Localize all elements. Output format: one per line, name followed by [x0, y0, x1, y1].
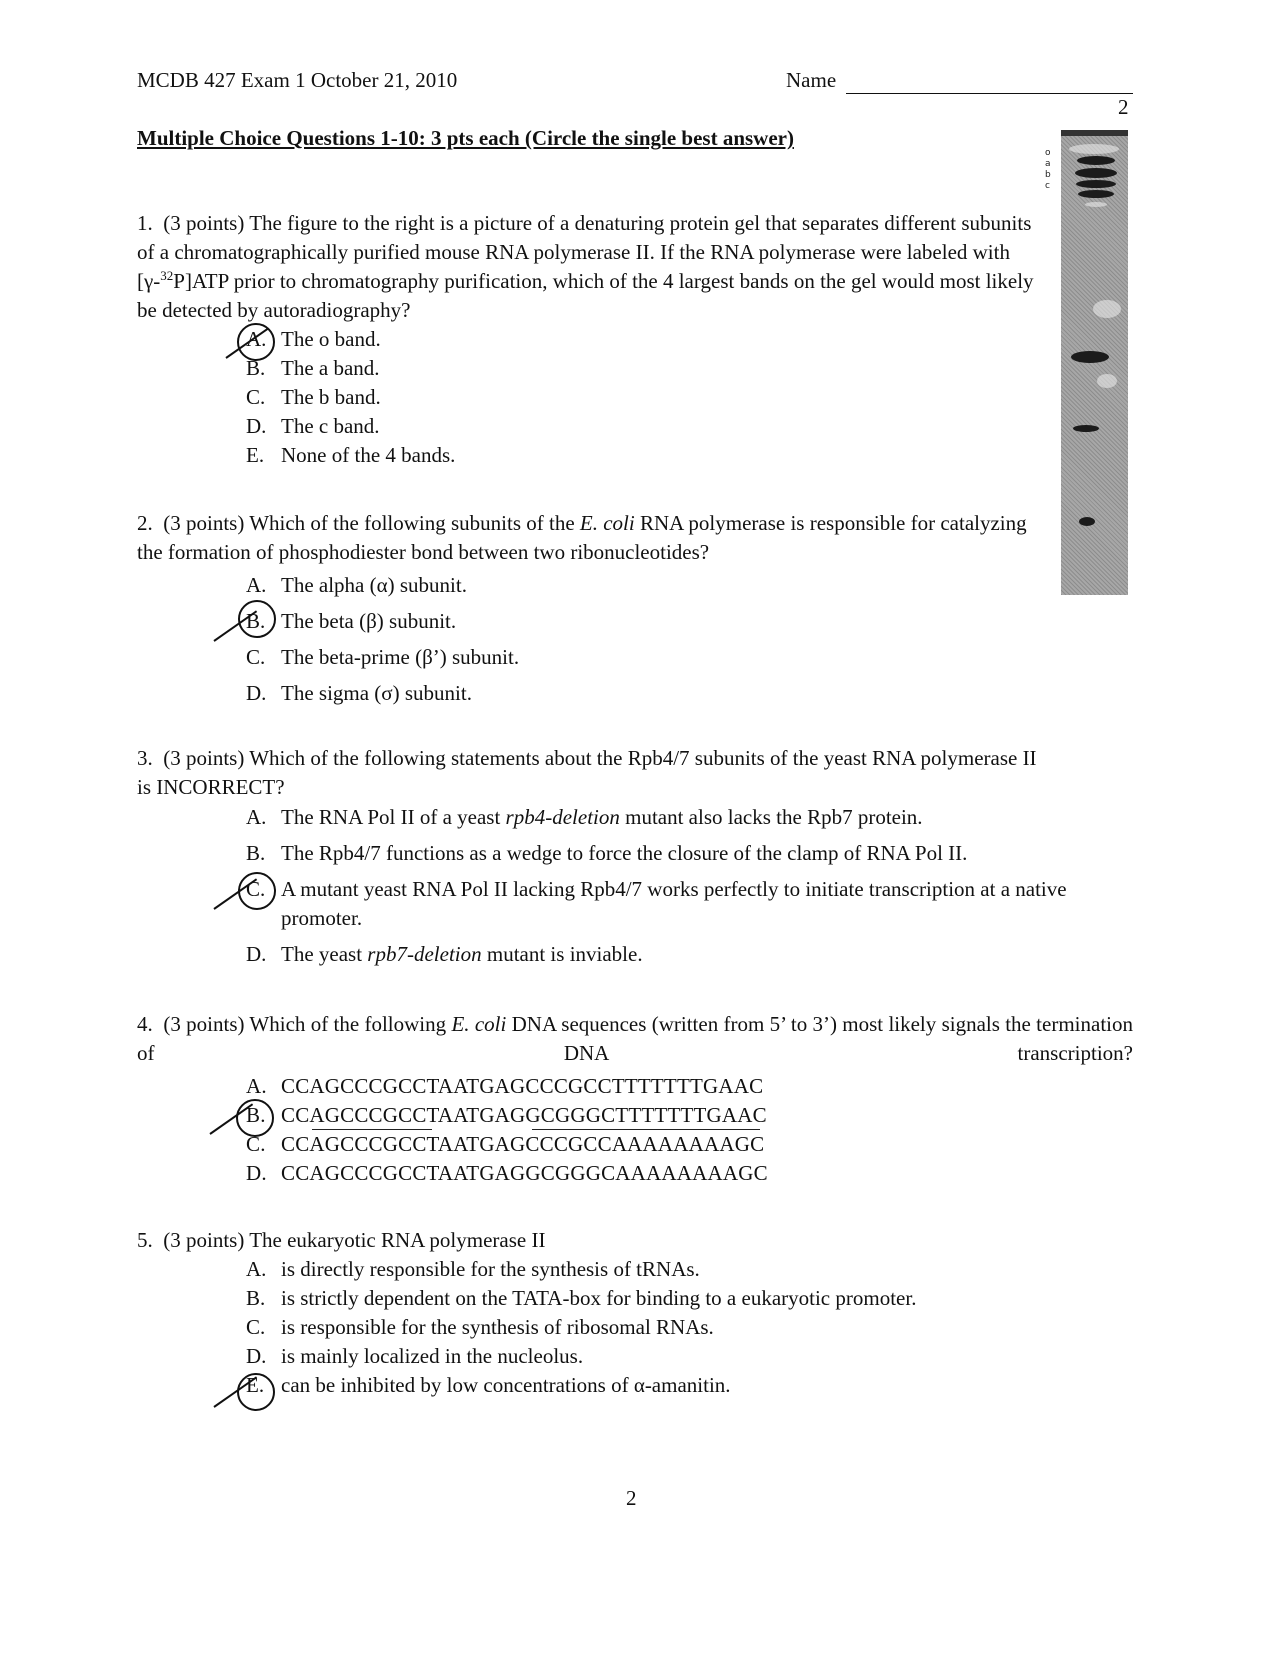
option-letter: D.	[246, 1344, 267, 1368]
name-label: Name	[786, 68, 837, 92]
question-4-stem-line-1	[137, 1010, 1133, 1068]
option-text: The beta (β) subunit.	[281, 609, 457, 633]
option-text: is strictly dependent on the TATA-box for binding to a eukaryotic promoter.	[281, 1286, 917, 1310]
answer-option[interactable]	[246, 1342, 1037, 1371]
option-text: The alpha (α) subunit.	[281, 573, 467, 597]
option-letter: A.	[246, 573, 267, 597]
gel-band-o	[1077, 156, 1115, 165]
option-text: The sigma (σ) subunit.	[281, 681, 472, 705]
gel-band-c	[1078, 190, 1114, 198]
option-letter: A.	[246, 327, 267, 351]
question-2-options	[246, 567, 1037, 711]
option-letter: B.	[246, 609, 266, 633]
question-4-text-a: (3 points) Which of the following	[163, 1012, 452, 1036]
answer-option[interactable]	[246, 639, 1037, 675]
question-5	[137, 1226, 1037, 1400]
answer-option[interactable]	[246, 1371, 1037, 1400]
answer-option[interactable]	[246, 441, 1037, 470]
answer-option[interactable]	[246, 675, 1037, 711]
answer-option[interactable]	[246, 603, 1037, 639]
option-text: is directly responsible for the synthesis of tRNAs.	[281, 1257, 700, 1281]
answer-option[interactable]	[246, 1284, 1037, 1313]
option-text: None of the 4 bands.	[281, 443, 456, 467]
question-1-text-b: P]ATP prior to chromatography purification, which of the 4 largest bands on the gel would most likely be detected by autoradiography?	[137, 269, 1034, 322]
option-letter: C.	[246, 1315, 266, 1339]
question-3-text: (3 points) Which of the following statements about the Rpb4/7 subunits of the yeast RNA polymerase II is INCORRECT?	[137, 746, 1037, 799]
section-title: Multiple Choice Questions 1-10: 3 pts each (Circle the single best answer)	[137, 126, 794, 150]
question-4	[137, 1010, 1133, 1188]
protein-gel-image	[1061, 130, 1128, 595]
answer-option[interactable]	[246, 940, 1133, 969]
gel-band	[1071, 351, 1109, 363]
dna-sequence: CCAGCCCGCCTAATGAGCCCGCCAAAAAAAAGC	[281, 1132, 765, 1156]
option-letter: B.	[246, 1286, 266, 1310]
question-3	[137, 744, 1133, 969]
question-number: 2.	[137, 511, 153, 535]
gel-speck	[1069, 144, 1119, 154]
option-letter: C.	[246, 385, 266, 409]
answer-option[interactable]	[246, 1255, 1037, 1284]
gel-label-o: o	[1045, 148, 1051, 158]
option-letter: C.	[246, 1132, 266, 1156]
dna-sequence: CCAGCCCGCCTAATGAGGCGGGCTTTTTTTGAAC	[281, 1103, 767, 1127]
question-4-options	[246, 1072, 1133, 1188]
question-3-options	[246, 803, 1133, 969]
gel-label-b: b	[1045, 170, 1051, 180]
exam-title: MCDB 427 Exam 1 October 21, 2010	[137, 68, 458, 92]
answer-option[interactable]	[246, 325, 1037, 354]
question-number: 1.	[137, 211, 153, 235]
answer-option[interactable]	[246, 1072, 1133, 1101]
gel-speck	[1093, 300, 1121, 318]
gene-name: rpb7-deletion	[367, 942, 482, 966]
gel-band	[1079, 517, 1095, 526]
answer-option[interactable]	[246, 875, 1133, 933]
question-3-stem	[137, 744, 1037, 802]
question-1-text-a: (3 points) The figure to the right is a picture of a denaturing protein gel that separates different subunits of a chromatographically purified mouse RNA polymerase II. If the RNA polymerase were labeled with [γ-	[137, 211, 1032, 293]
option-letter: B.	[246, 841, 266, 865]
question-4-text-b: DNA sequences (written from 5’ to 3’) most likely signals the termination of DNA transcription?	[137, 1012, 1133, 1065]
isotope-superscript: 32	[160, 268, 174, 283]
question-5-options	[246, 1255, 1037, 1400]
question-number: 5.	[137, 1228, 153, 1252]
dna-sequence: CCAGCCCGCCTAATGAGGCGGGCAAAAAAAAGC	[281, 1161, 768, 1185]
question-2-text-b: RNA polymerase is responsible for catalyzing the formation of phosphodiester bond between two ribonucleotides?	[137, 511, 1027, 564]
organism-name: E. coli	[579, 511, 635, 535]
question-number: 4.	[137, 1012, 153, 1036]
option-letter: B.	[246, 356, 266, 380]
option-text: The c band.	[281, 414, 380, 438]
answer-option[interactable]	[246, 412, 1037, 441]
answer-option[interactable]	[246, 1313, 1037, 1342]
question-1-stem	[137, 209, 1037, 325]
answer-option[interactable]	[246, 1101, 1133, 1130]
name-field-line	[846, 93, 1133, 94]
option-text: is mainly localized in the nucleolus.	[281, 1344, 584, 1368]
option-letter: C.	[246, 877, 266, 901]
option-letter: D.	[246, 681, 267, 705]
answer-option[interactable]	[246, 803, 1133, 832]
question-2-stem	[137, 509, 1037, 567]
option-text: The beta-prime (β’) subunit.	[281, 645, 520, 669]
option-letter: E.	[246, 443, 265, 467]
dna-sequence: CCAGCCCGCCTAATGAGCCCGCCTTTTTTTGAAC	[281, 1074, 764, 1098]
gel-band-a	[1075, 168, 1117, 178]
gel-label-a: a	[1045, 159, 1051, 169]
organism-name: E. coli	[451, 1012, 507, 1036]
handwritten-circle-mark	[236, 1099, 274, 1137]
handwritten-underline	[532, 1129, 760, 1130]
answer-option[interactable]	[246, 383, 1037, 412]
option-letter: D.	[246, 414, 267, 438]
option-text: A mutant yeast RNA Pol II lacking Rpb4/7 works perfectly to initiate transcription at a native promoter.	[281, 877, 1067, 930]
gene-name: rpb4-deletion	[505, 805, 620, 829]
answer-option[interactable]	[246, 1159, 1133, 1188]
gel-speck	[1097, 374, 1117, 388]
question-5-text: (3 points) The eukaryotic RNA polymerase II	[163, 1228, 546, 1252]
page-number: 2	[626, 1486, 637, 1510]
gel-top-edge	[1061, 130, 1128, 136]
question-1-options	[246, 325, 1037, 470]
option-letter: A.	[246, 1257, 267, 1281]
question-5-stem	[137, 1226, 1037, 1255]
option-letter: A.	[246, 805, 267, 829]
option-letter: D.	[246, 942, 267, 966]
option-text: mutant also lacks the Rpb7 protein.	[619, 805, 923, 829]
answer-option[interactable]	[246, 1130, 1133, 1159]
option-text: The Rpb4/7 functions as a wedge to force the closure of the clamp of RNA Pol II.	[281, 841, 968, 865]
question-number: 3.	[137, 746, 153, 770]
option-text: The yeast	[281, 942, 368, 966]
option-text: can be inhibited by low concentrations of α-amanitin.	[281, 1373, 731, 1397]
handwritten-underline	[312, 1129, 432, 1130]
answer-option[interactable]	[246, 567, 1037, 603]
option-letter: A.	[246, 1074, 267, 1098]
option-letter: D.	[246, 1161, 267, 1185]
option-text: mutant is inviable.	[481, 942, 643, 966]
answer-option[interactable]	[246, 839, 1133, 868]
answer-option[interactable]	[246, 354, 1037, 383]
gel-band-b	[1076, 180, 1116, 188]
gel-band	[1073, 425, 1099, 432]
question-2-text-a: (3 points) Which of the following subunits of the	[163, 511, 580, 535]
gel-speck	[1085, 202, 1107, 207]
option-text: The b band.	[281, 385, 381, 409]
option-letter: C.	[246, 645, 266, 669]
option-text: The o band.	[281, 327, 381, 351]
handwritten-circle-mark	[238, 872, 276, 910]
gel-label-c: c	[1045, 181, 1050, 191]
gel-lane-labels	[1045, 148, 1051, 192]
option-letter: B.	[246, 1103, 266, 1127]
option-text: is responsible for the synthesis of ribosomal RNAs.	[281, 1315, 714, 1339]
option-text: The a band.	[281, 356, 380, 380]
option-letter: E.	[246, 1373, 265, 1397]
corner-page-number: 2	[1118, 95, 1129, 119]
option-text: The RNA Pol II of a yeast	[281, 805, 506, 829]
